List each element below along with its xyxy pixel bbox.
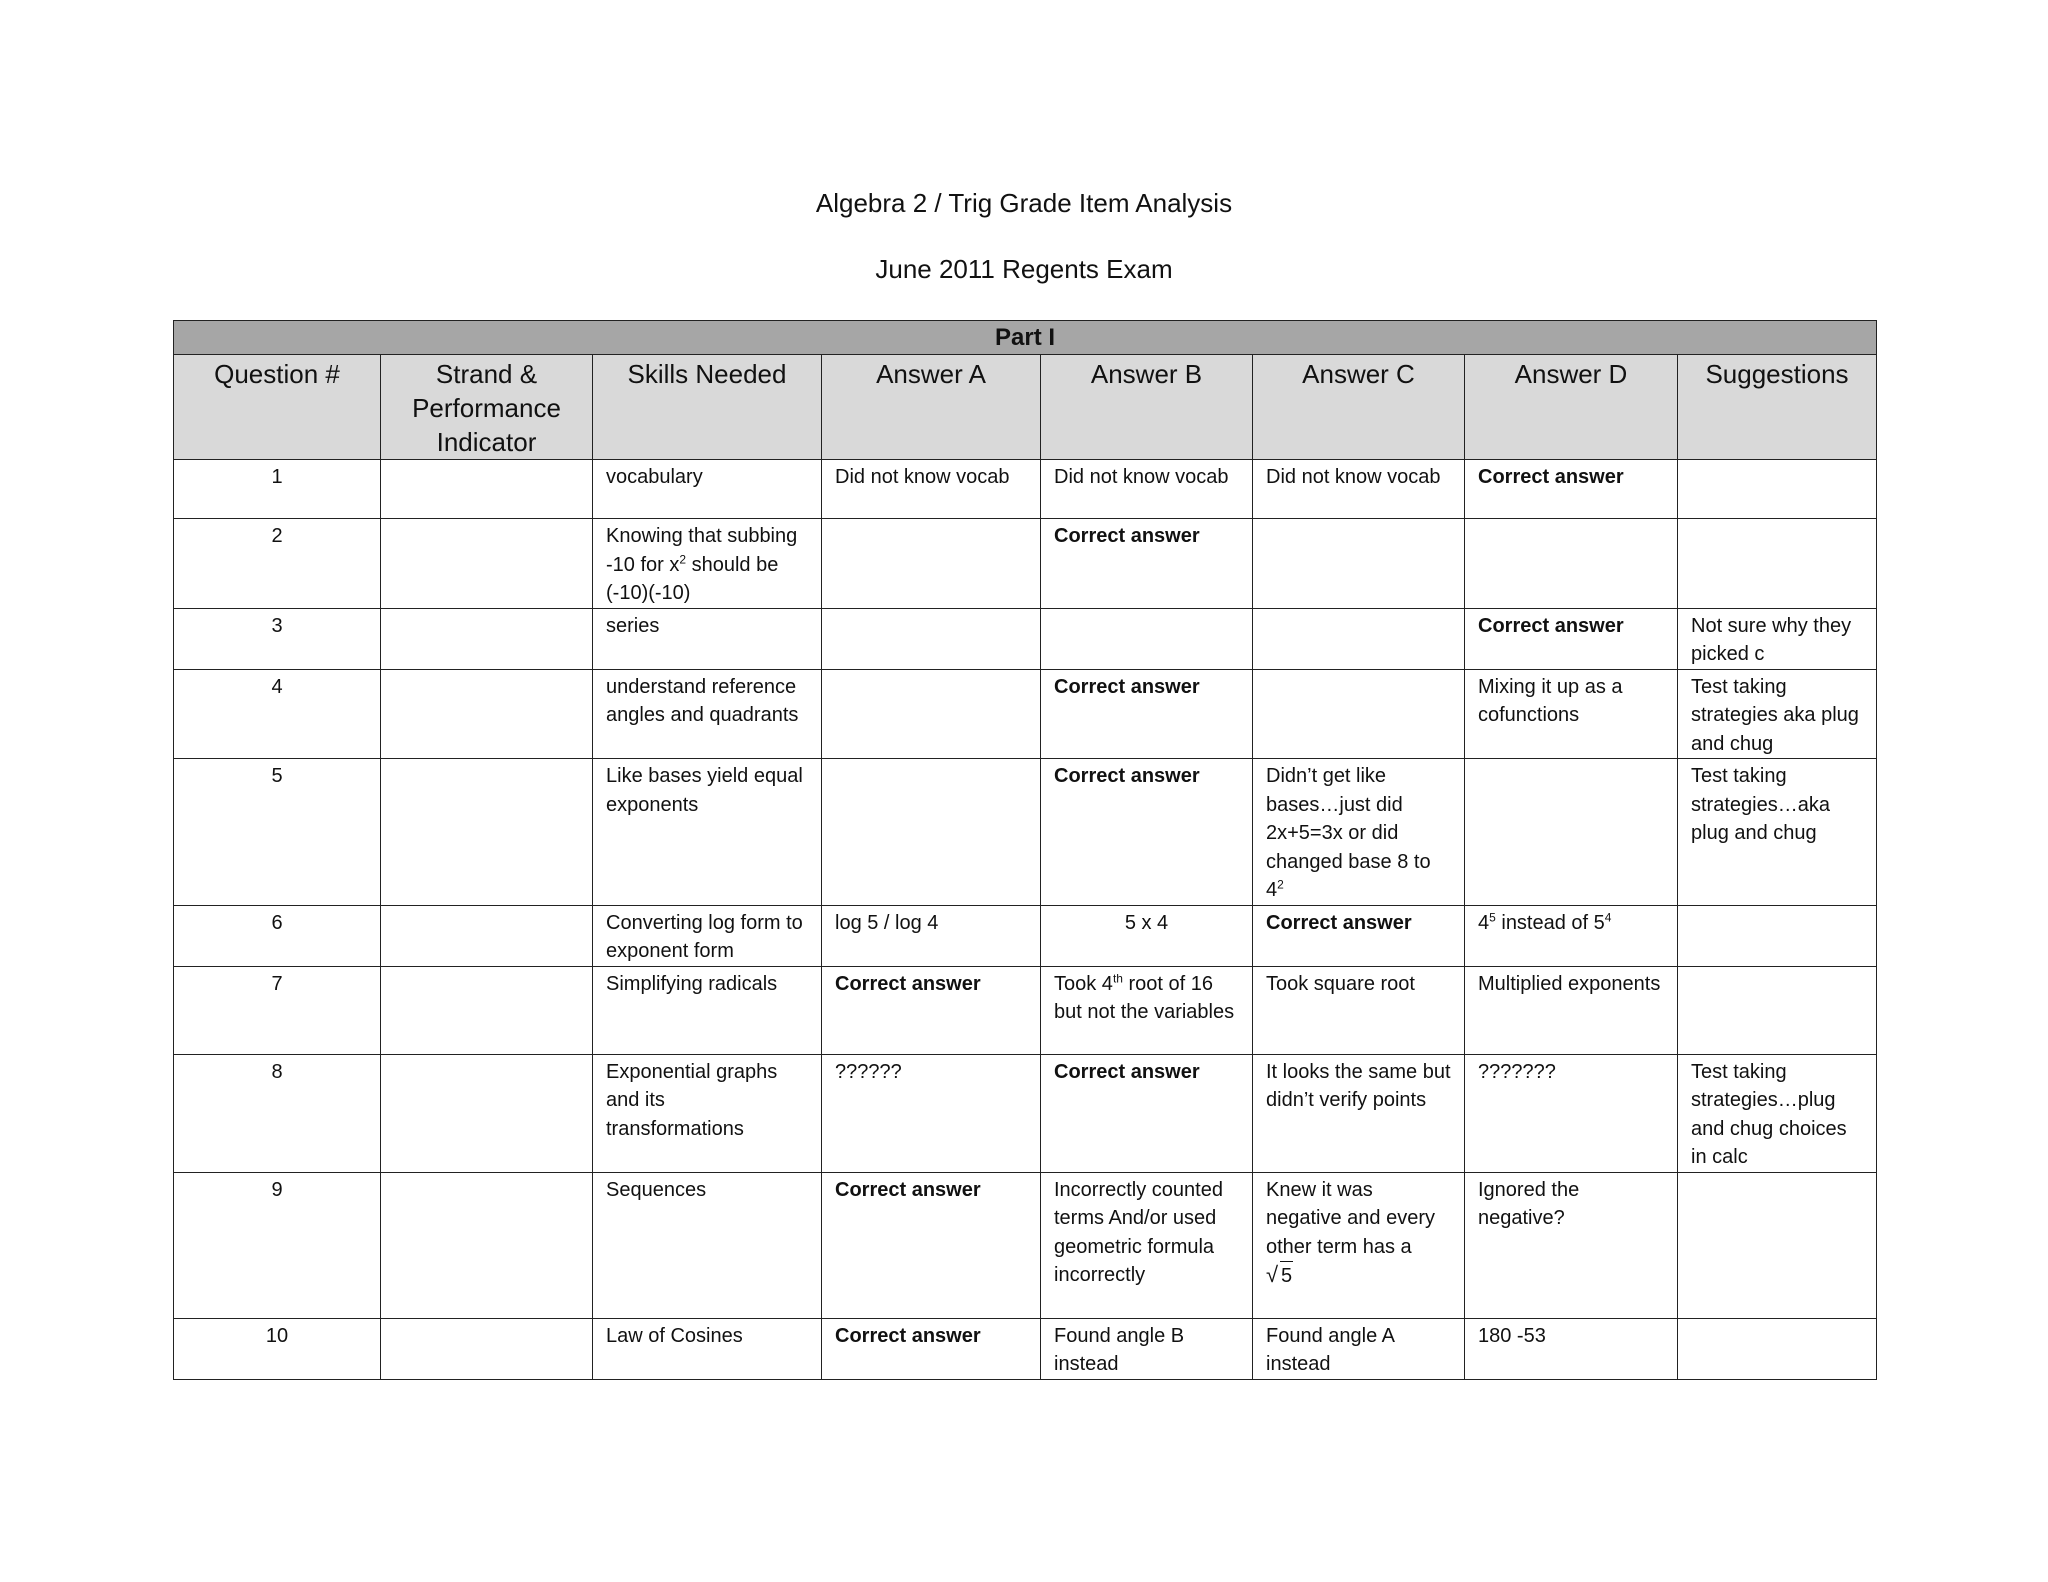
question-number: 3 <box>174 608 381 669</box>
answer-a-cell <box>822 669 1041 759</box>
answer-b-cell <box>1041 608 1253 669</box>
radical-sign-icon: √ <box>1266 1262 1279 1287</box>
table-row <box>174 759 1877 906</box>
table-row <box>174 519 1877 609</box>
question-number: 6 <box>174 905 381 966</box>
answer-c-cell: It looks the same but didn’t verify points <box>1253 1054 1465 1172</box>
answer-a-cell: ?????? <box>822 1054 1041 1172</box>
question-number: 8 <box>174 1054 381 1172</box>
suggestions-cell <box>1678 460 1877 519</box>
answer-d-cell <box>1465 905 1678 966</box>
skills-cell: Converting log form to exponent form <box>593 905 822 966</box>
table-row <box>174 1172 1877 1318</box>
superscript: th <box>1112 970 1123 985</box>
answer-a-cell <box>822 759 1041 906</box>
question-number: 10 <box>174 1318 381 1379</box>
skills-cell <box>593 519 822 609</box>
answer-d-cell <box>1465 519 1678 609</box>
header-skills: Skills Needed <box>593 355 822 460</box>
answer-b-cell: Did not know vocab <box>1041 460 1253 519</box>
suggestions-cell: Not sure why they picked c <box>1678 608 1877 669</box>
answer-b-cell: 5 x 4 <box>1041 905 1253 966</box>
answer-d-cell: Mixing it up as a cofunctions <box>1465 669 1678 759</box>
answer-a-cell: log 5 / log 4 <box>822 905 1041 966</box>
skills-cell: Exponential graphs and its transformations <box>593 1054 822 1172</box>
skills-text: Knowing that subbing -10 for x <box>606 525 798 576</box>
header-answer-a: Answer A <box>822 355 1041 460</box>
answer-a-cell: Correct answer <box>822 1172 1041 1318</box>
answer-c-cell: Did not know vocab <box>1253 460 1465 519</box>
suggestions-cell <box>1678 1172 1877 1318</box>
header-answer-c: Answer C <box>1253 355 1465 460</box>
strand-cell <box>381 1054 593 1172</box>
answer-c-cell <box>1253 1172 1465 1318</box>
table-row <box>174 460 1877 519</box>
radicand: 5 <box>1280 1261 1293 1291</box>
skills-cell: Like bases yield equal exponents <box>593 759 822 906</box>
answer-c-text: Didn’t get like bases…just did 2x+5=3x or did changed base 8 to 4 <box>1266 765 1431 901</box>
answer-d-cell: Correct answer <box>1465 460 1678 519</box>
table-row <box>174 966 1877 1054</box>
answer-c-cell <box>1253 759 1465 906</box>
skills-cell: Simplifying radicals <box>593 966 822 1054</box>
suggestions-cell: Test taking strategies aka plug and chug <box>1678 669 1877 759</box>
answer-d-cell: Multiplied exponents <box>1465 966 1678 1054</box>
skills-cell: vocabulary <box>593 460 822 519</box>
strand-cell <box>381 1172 593 1318</box>
header-question: Question # <box>174 355 381 460</box>
answer-b-cell: Correct answer <box>1041 519 1253 609</box>
superscript: 2 <box>679 551 687 566</box>
answer-b-cell: Correct answer <box>1041 759 1253 906</box>
suggestions-cell <box>1678 905 1877 966</box>
answer-b-cell: Correct answer <box>1041 1054 1253 1172</box>
suggestions-cell: Test taking strategies…aka plug and chug <box>1678 759 1877 906</box>
superscript: 4 <box>1604 909 1612 924</box>
answer-c-text: Knew it was negative and every other term has a <box>1266 1178 1436 1258</box>
answer-b-text: root of 16 but not the variables <box>1054 972 1235 1023</box>
item-analysis-table <box>173 320 1877 1380</box>
skills-cell: series <box>593 608 822 669</box>
column-header-row <box>174 355 1877 460</box>
answer-c-cell <box>1253 669 1465 759</box>
question-number: 4 <box>174 669 381 759</box>
strand-cell <box>381 966 593 1054</box>
table-row <box>174 669 1877 759</box>
answer-d-text: 4 <box>1478 911 1490 934</box>
suggestions-cell <box>1678 966 1877 1054</box>
answer-a-cell: Correct answer <box>822 1318 1041 1379</box>
header-answer-b: Answer B <box>1041 355 1253 460</box>
strand-cell <box>381 1318 593 1379</box>
question-number: 7 <box>174 966 381 1054</box>
answer-a-cell: Correct answer <box>822 966 1041 1054</box>
strand-cell <box>381 608 593 669</box>
skills-text: should be (-10)(-10) <box>606 553 779 604</box>
superscript: 5 <box>1489 909 1496 924</box>
suggestions-cell <box>1678 1318 1877 1379</box>
header-suggestions: Suggestions <box>1678 355 1877 460</box>
superscript: 2 <box>1277 877 1284 892</box>
answer-b-cell: Correct answer <box>1041 669 1253 759</box>
header-strand: Strand & Performance Indicator <box>381 355 593 460</box>
answer-d-cell: Correct answer <box>1465 608 1678 669</box>
skills-cell: Sequences <box>593 1172 822 1318</box>
strand-cell <box>381 905 593 966</box>
question-number: 1 <box>174 460 381 519</box>
answer-d-cell: 180 -53 <box>1465 1318 1678 1379</box>
answer-b-cell: Found angle B instead <box>1041 1318 1253 1379</box>
answer-b-cell: Incorrectly counted terms And/or used geometric formula incorrectly <box>1041 1172 1253 1318</box>
answer-d-cell <box>1465 759 1678 906</box>
header-answer-d: Answer D <box>1465 355 1678 460</box>
table-row <box>174 1318 1877 1379</box>
question-number: 2 <box>174 519 381 609</box>
table-row <box>174 608 1877 669</box>
answer-b-text: Took 4 <box>1054 972 1113 995</box>
answer-a-cell <box>822 519 1041 609</box>
answer-c-cell: Took square root <box>1253 966 1465 1054</box>
part-header-row <box>174 321 1877 355</box>
strand-cell <box>381 519 593 609</box>
suggestions-cell: Test taking strategies…plug and chug choices in calc <box>1678 1054 1877 1172</box>
document-subtitle: June 2011 Regents Exam <box>875 254 1173 284</box>
suggestions-cell <box>1678 519 1877 609</box>
answer-b-cell <box>1041 966 1253 1054</box>
table-row <box>174 1054 1877 1172</box>
answer-d-cell: Ignored the negative? <box>1465 1172 1678 1318</box>
answer-d-cell: ??????? <box>1465 1054 1678 1172</box>
strand-cell <box>381 460 593 519</box>
answer-d-text: instead of 5 <box>1495 911 1605 934</box>
strand-cell <box>381 669 593 759</box>
document-title: Algebra 2 / Trig Grade Item Analysis <box>815 188 1233 218</box>
answer-a-cell: Did not know vocab <box>822 460 1041 519</box>
table-row <box>174 905 1877 966</box>
question-number: 9 <box>174 1172 381 1318</box>
question-number: 5 <box>174 759 381 906</box>
answer-c-cell: Correct answer <box>1253 905 1465 966</box>
strand-cell <box>381 759 593 906</box>
skills-cell: understand reference angles and quadrants <box>593 669 822 759</box>
square-root <box>1266 1261 1293 1291</box>
answer-c-cell <box>1253 608 1465 669</box>
answer-c-cell: Found angle A instead <box>1253 1318 1465 1379</box>
skills-cell: Law of Cosines <box>593 1318 822 1379</box>
answer-a-cell <box>822 608 1041 669</box>
part-label: Part I <box>174 321 1877 355</box>
answer-c-cell <box>1253 519 1465 609</box>
